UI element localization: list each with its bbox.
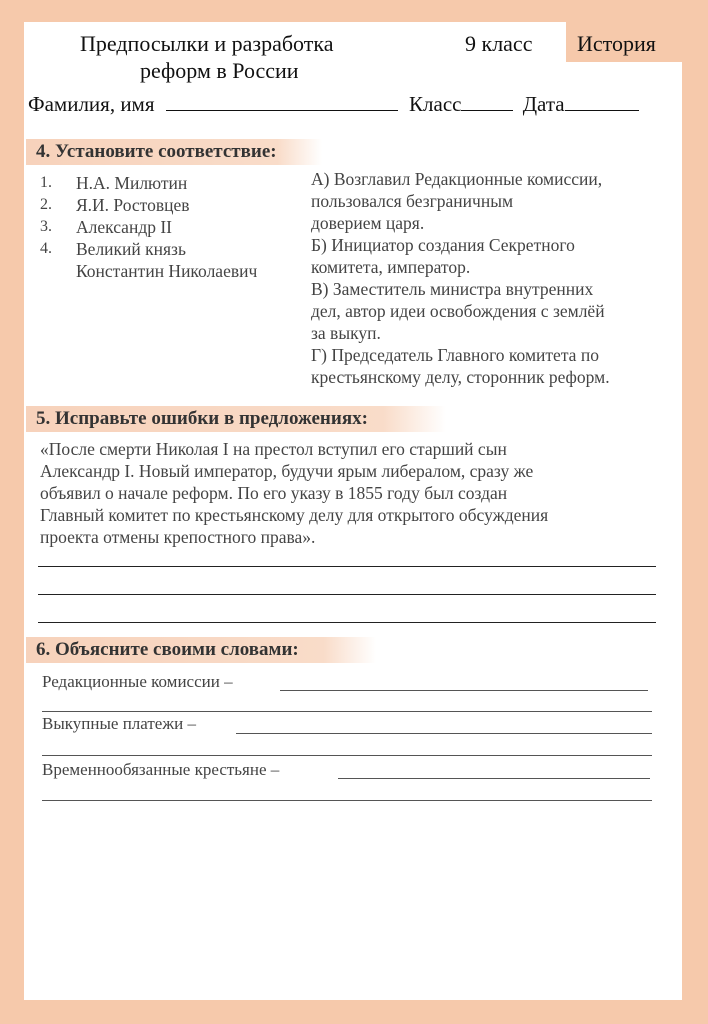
term-label: Редакционные комиссии – [42,672,233,691]
definition-line[interactable] [42,800,652,801]
text-line: Главный комитет по крестьянскому делу для открытого обсуждения [40,505,549,525]
description-line: А) Возглавил Редакционные комиссии, [311,169,603,189]
list-number: 2. [40,196,52,213]
list-item [40,238,308,260]
worksheet-title-line1: Предпосылки и разработка [80,31,334,56]
date-label: Дата [522,92,565,116]
list-number: 3. [40,218,52,235]
class-field[interactable] [461,92,513,111]
person-name: Великий князь [76,239,186,259]
description-line: за выкуп. [311,323,381,343]
list-number: 4. [40,240,52,257]
term-label: Выкупные платежи – [42,714,196,733]
person-name: Александр II [76,217,173,237]
task4-header [26,139,322,165]
answer-line[interactable] [38,622,656,623]
description-line: крестьянскому делу, сторонник реформ. [311,367,610,387]
subject-label: История [577,31,656,56]
term-row [42,760,279,780]
person-name: Я.И. Ростовцев [76,195,190,215]
grade-label: 9 класс [465,31,533,56]
description-line: пользовался безграничным [311,191,514,211]
definition-line[interactable] [338,778,650,779]
definition-line[interactable] [236,733,652,734]
definition-line[interactable] [280,690,648,691]
description-line: Г) Председатель Главного комитета по [311,345,599,365]
text-line: Александр I. Новый император, будучи ярым либералом, сразу же [40,461,534,481]
description-line: В) Заместитель министра внутренних [311,279,594,299]
description-line: доверием царя. [311,213,425,233]
term-label: Временнообязанные крестьяне – [42,760,280,779]
term-row [42,672,233,692]
task5-title: 5. Исправьте ошибки в предложениях: [36,408,368,429]
person-name-continued: Константин Николаевич [76,261,258,281]
list-number: 1. [40,174,52,191]
task4-descriptions [311,168,681,388]
task4-title: 4. Установите соответствие: [36,141,277,162]
task6-header [26,637,376,663]
answer-line[interactable] [38,594,656,595]
list-item [40,172,308,194]
description-line: комитета, император. [311,257,471,277]
class-label: Класс [409,92,462,116]
person-name: Н.А. Милютин [76,173,188,193]
description-line: Б) Инициатор создания Секретного [311,235,575,255]
name-label: Фамилия, имя [28,92,155,116]
date-field[interactable] [565,92,639,111]
worksheet-title-line2: реформ в России [140,58,299,83]
term-row [42,714,196,734]
list-item [40,216,308,238]
task4-people-list [40,172,308,282]
definition-line[interactable] [42,755,652,756]
name-field[interactable] [166,92,398,111]
description-line: дел, автор идеи освобождения с землёй [311,301,605,321]
text-line: «После смерти Николая I на престол вступил его старший сын [40,439,507,459]
student-info-row [28,92,639,117]
answer-line[interactable] [38,566,656,567]
list-item [40,194,308,216]
task5-text [40,438,670,548]
text-line: объявил о начале реформ. По его указу в 1855 году был создан [40,483,508,503]
task6-title: 6. Объясните своими словами: [36,639,299,660]
task5-header [26,406,446,432]
definition-line[interactable] [42,711,652,712]
text-line: проекта отмены крепостного права». [40,527,316,547]
